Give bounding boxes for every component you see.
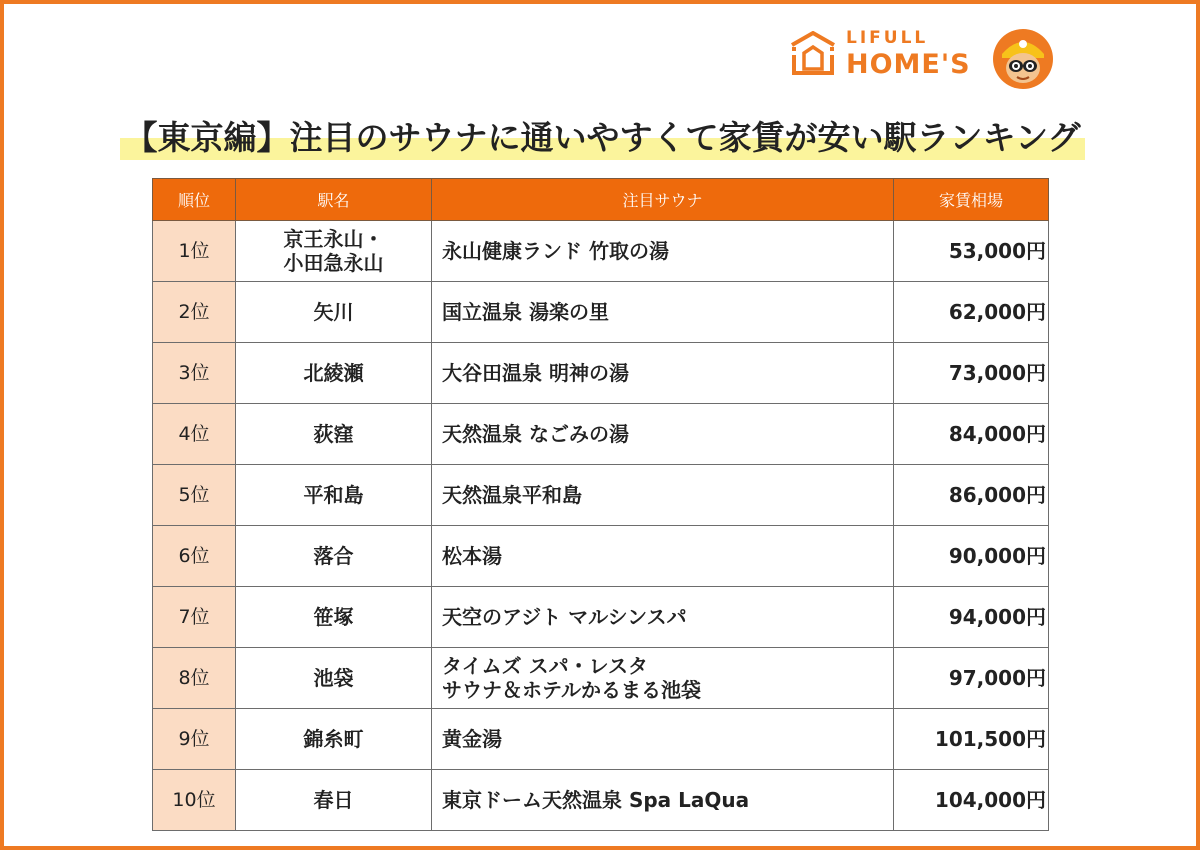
station-cell: 笹塚 [236,587,432,648]
station-cell: 荻窪 [236,404,432,465]
rent-cell: 104,000円 [894,770,1049,831]
sauna-cell: 東京ドーム天然温泉 Spa LaQua [432,770,894,831]
rent-cell: 97,000円 [894,648,1049,709]
title-block [120,108,1085,162]
sauna-cell: 天然温泉平和島 [432,465,894,526]
table-row [153,709,1049,770]
station-cell: 池袋 [236,648,432,709]
table-row [153,648,1049,709]
rent-cell: 86,000円 [894,465,1049,526]
table-row [153,526,1049,587]
station-cell: 京王永山・ 小田急永山 [236,221,432,282]
brand-logo [790,30,971,78]
rent-cell: 84,000円 [894,404,1049,465]
sauna-cell: 松本湯 [432,526,894,587]
header-station: 駅名 [236,179,432,221]
mascot-icon [992,28,1054,90]
sauna-cell: タイムズ スパ・レスタ サウナ＆ホテルかるまる池袋 [432,648,894,709]
sauna-cell: 永山健康ランド 竹取の湯 [432,221,894,282]
rank-cell: 6位 [153,526,236,587]
rank-cell: 2位 [153,282,236,343]
rank-cell: 8位 [153,648,236,709]
table-header-row [153,179,1049,221]
rent-cell: 94,000円 [894,587,1049,648]
header-sauna: 注目サウナ [432,179,894,221]
rank-cell: 7位 [153,587,236,648]
station-cell: 錦糸町 [236,709,432,770]
sauna-cell: 国立温泉 湯楽の里 [432,282,894,343]
table-row [153,282,1049,343]
sauna-cell: 黄金湯 [432,709,894,770]
station-cell: 北綾瀬 [236,343,432,404]
rent-cell: 73,000円 [894,343,1049,404]
sauna-cell: 天然温泉 なごみの湯 [432,404,894,465]
rank-cell: 10位 [153,770,236,831]
rank-cell: 9位 [153,709,236,770]
rent-cell: 101,500円 [894,709,1049,770]
logo-text-bottom: HOME'S [846,49,971,80]
table-row [153,343,1049,404]
rent-cell: 53,000円 [894,221,1049,282]
rank-cell: 4位 [153,404,236,465]
logo-text-top: LIFULL [846,28,929,48]
sauna-cell: 天空のアジト マルシンスパ [432,587,894,648]
station-cell: 平和島 [236,465,432,526]
sauna-cell: 大谷田温泉 明神の湯 [432,343,894,404]
station-cell: 矢川 [236,282,432,343]
header-rank: 順位 [153,179,236,221]
table-row [153,587,1049,648]
table-row [153,404,1049,465]
station-cell: 落合 [236,526,432,587]
house-icon [790,31,836,77]
header-rent: 家賃相場 [894,179,1049,221]
rank-cell: 1位 [153,221,236,282]
rank-cell: 3位 [153,343,236,404]
table-row [153,770,1049,831]
rent-cell: 90,000円 [894,526,1049,587]
table-row [153,221,1049,282]
rank-cell: 5位 [153,465,236,526]
page-title: 【東京編】注目のサウナに通いやすくて家賃が安い駅ランキング [124,118,1081,157]
rent-cell: 62,000円 [894,282,1049,343]
ranking-table [152,178,1049,831]
table-row [153,465,1049,526]
station-cell: 春日 [236,770,432,831]
